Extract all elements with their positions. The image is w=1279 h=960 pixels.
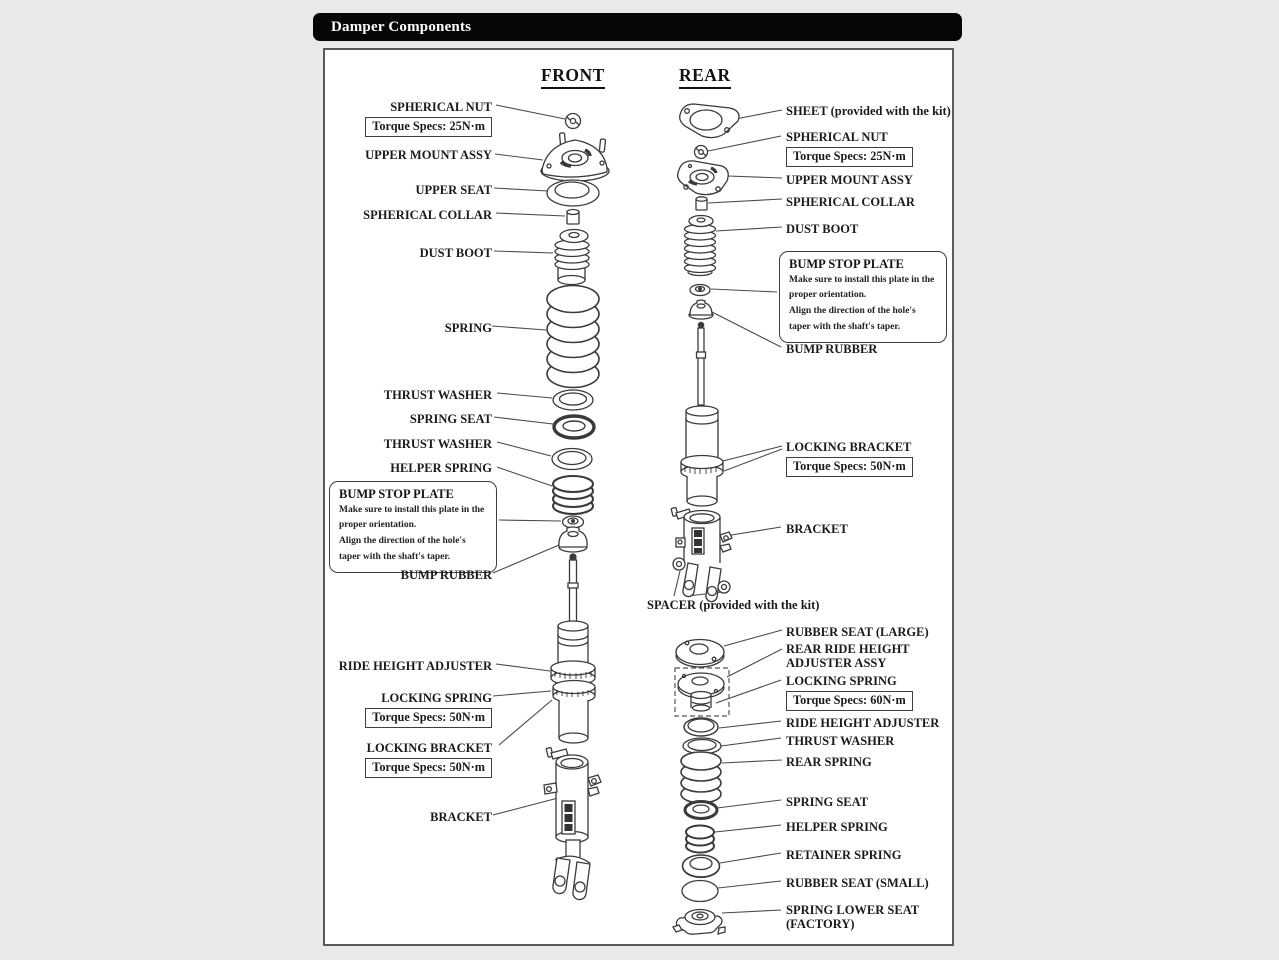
rear-bump-stop-plate-drawing xyxy=(690,285,710,296)
rear-spring-drawing xyxy=(681,752,721,803)
front-damper-drawing xyxy=(541,114,609,900)
rear-label-helper-spring: HELPER SPRING xyxy=(786,820,888,834)
front-upper-mount-drawing xyxy=(541,133,609,181)
front-label-locking-spring: LOCKING SPRING xyxy=(381,691,492,705)
rear-ride-height-adjuster-assy-drawing xyxy=(678,673,724,711)
rear-label-bump-rubber: BUMP RUBBER xyxy=(786,342,878,356)
front-label-ride-height-adjuster: RIDE HEIGHT ADJUSTER xyxy=(338,659,492,673)
front-bump-stop-plate-drawing xyxy=(563,516,584,528)
front-label-upper-seat: UPPER SEAT xyxy=(415,183,492,197)
front-spherical-collar-drawing xyxy=(567,210,579,225)
rear-torque-locking-spring: Torque Specs: 60N·m xyxy=(786,691,913,711)
rear-label-bracket: BRACKET xyxy=(786,522,848,536)
rear-bump-stop-plate-note xyxy=(779,251,947,343)
front-label-helper-spring: HELPER SPRING xyxy=(390,461,492,475)
front-torque-spherical-nut: Torque Specs: 25N·m xyxy=(365,117,492,137)
rear-label-locking-bracket: LOCKING BRACKET xyxy=(786,440,912,454)
page-title: Damper Components xyxy=(331,18,472,35)
rear-label-spherical-nut: SPHERICAL NUT xyxy=(786,130,888,144)
front-spring-drawing xyxy=(547,286,599,388)
rear-spring-seat-drawing xyxy=(685,802,717,819)
rear-label-sheet: SHEET (provided with the kit) xyxy=(786,104,951,118)
front-label-bump-rubber: BUMP RUBBER xyxy=(400,568,492,582)
front-torque-locking-spring: Torque Specs: 50N·m xyxy=(365,708,492,728)
rear-torque-locking-bracket: Torque Specs: 50N·m xyxy=(786,457,913,477)
rear-label-spring-seat: SPRING SEAT xyxy=(786,795,869,809)
front-bump-stop-note-line2: Align the direction of the hole's taper with the shaft's taper. xyxy=(339,536,466,562)
rear-label-spacer: SPACER (provided with the kit) xyxy=(647,598,820,612)
rear-label-ride-height-adjuster-assy: REAR RIDE HEIGHT ADJUSTER ASSY xyxy=(786,642,910,671)
rear-sheet-drawing xyxy=(680,104,739,138)
rear-spherical-collar-drawing xyxy=(696,197,707,210)
rear-retainer-spring-drawing xyxy=(683,855,720,877)
front-thrust-washer-lower-drawing xyxy=(552,449,592,470)
rear-bump-stop-note-line1: Make sure to install this plate in the proper orientation. xyxy=(789,275,935,301)
rear-label-rubber-seat-large: RUBBER SEAT (LARGE) xyxy=(786,625,929,639)
front-upper-seat-drawing xyxy=(547,180,599,206)
front-label-spherical-nut: SPHERICAL NUT xyxy=(390,100,492,114)
rear-label-spherical-collar: SPHERICAL COLLAR xyxy=(786,195,915,209)
front-label-thrust-washer-lower: THRUST WASHER xyxy=(383,437,492,451)
front-label-upper-mount: UPPER MOUNT ASSY xyxy=(365,148,492,162)
rear-ride-height-adjuster-drawing xyxy=(684,718,718,736)
front-label-spring-seat: SPRING SEAT xyxy=(409,412,492,426)
front-label-locking-bracket: LOCKING BRACKET xyxy=(366,741,492,755)
front-label-dust-boot: DUST BOOT xyxy=(419,246,492,260)
front-thrust-washer-upper-drawing xyxy=(553,390,593,410)
rear-spherical-nut-drawing xyxy=(695,146,708,159)
front-bump-stop-plate-note xyxy=(329,481,497,573)
rear-label-upper-mount: UPPER MOUNT ASSY xyxy=(786,173,913,187)
rear-heading: REAR xyxy=(679,65,731,89)
rear-label-rubber-seat-small: RUBBER SEAT (SMALL) xyxy=(786,876,929,890)
front-bump-stop-note-line1: Make sure to install this plate in the proper orientation. xyxy=(339,505,485,531)
rear-damper-drawing xyxy=(671,104,739,934)
rear-bump-stop-note-line2: Align the direction of the hole's taper with the shaft's taper. xyxy=(789,306,916,332)
front-heading: FRONT xyxy=(541,65,605,89)
rear-damper-body-drawing xyxy=(681,406,723,506)
front-spring-seat-drawing xyxy=(554,416,594,438)
front-bump-rubber-drawing xyxy=(559,527,587,552)
front-helper-spring-drawing xyxy=(553,476,593,514)
rear-label-ride-height-adjuster: RIDE HEIGHT ADJUSTER xyxy=(786,716,940,730)
rear-bump-rubber-drawing xyxy=(689,300,713,319)
rear-helper-spring-drawing xyxy=(686,826,714,853)
rear-rubber-seat-large-drawing xyxy=(676,640,724,668)
front-bump-stop-plate-title: BUMP STOP PLATE xyxy=(339,487,454,501)
front-damper-body-drawing xyxy=(551,621,595,743)
front-bracket-drawing xyxy=(544,747,601,899)
rear-dust-boot-drawing xyxy=(685,216,716,276)
rear-label-rear-spring: REAR SPRING xyxy=(786,755,872,769)
front-dust-boot-drawing xyxy=(555,230,589,285)
front-spherical-nut-drawing xyxy=(566,114,581,129)
rear-label-spring-lower-seat: SPRING LOWER SEAT (FACTORY) xyxy=(786,903,919,932)
leader-lines xyxy=(492,105,782,913)
front-label-spherical-collar: SPHERICAL COLLAR xyxy=(363,208,492,222)
front-label-bracket: BRACKET xyxy=(430,810,492,824)
front-label-thrust-washer-upper: THRUST WASHER xyxy=(383,388,492,402)
front-torque-locking-bracket: Torque Specs: 50N·m xyxy=(365,758,492,778)
rear-shaft-drawing xyxy=(697,322,706,405)
rear-label-dust-boot: DUST BOOT xyxy=(786,222,859,236)
rear-label-locking-spring: LOCKING SPRING xyxy=(786,674,897,688)
front-label-spring: SPRING xyxy=(444,321,492,335)
rear-label-retainer-spring: RETAINER SPRING xyxy=(786,848,902,862)
rear-label-thrust-washer: THRUST WASHER xyxy=(786,734,895,748)
rear-upper-mount-drawing xyxy=(678,161,729,195)
rear-rubber-seat-small-drawing xyxy=(682,881,718,902)
front-shaft-drawing xyxy=(568,554,578,623)
rear-bump-stop-plate-title: BUMP STOP PLATE xyxy=(789,257,904,271)
rear-spring-lower-seat-drawing xyxy=(673,910,725,935)
rear-spacer-drawing xyxy=(673,558,730,593)
rear-torque-spherical-nut: Torque Specs: 25N·m xyxy=(786,147,913,167)
